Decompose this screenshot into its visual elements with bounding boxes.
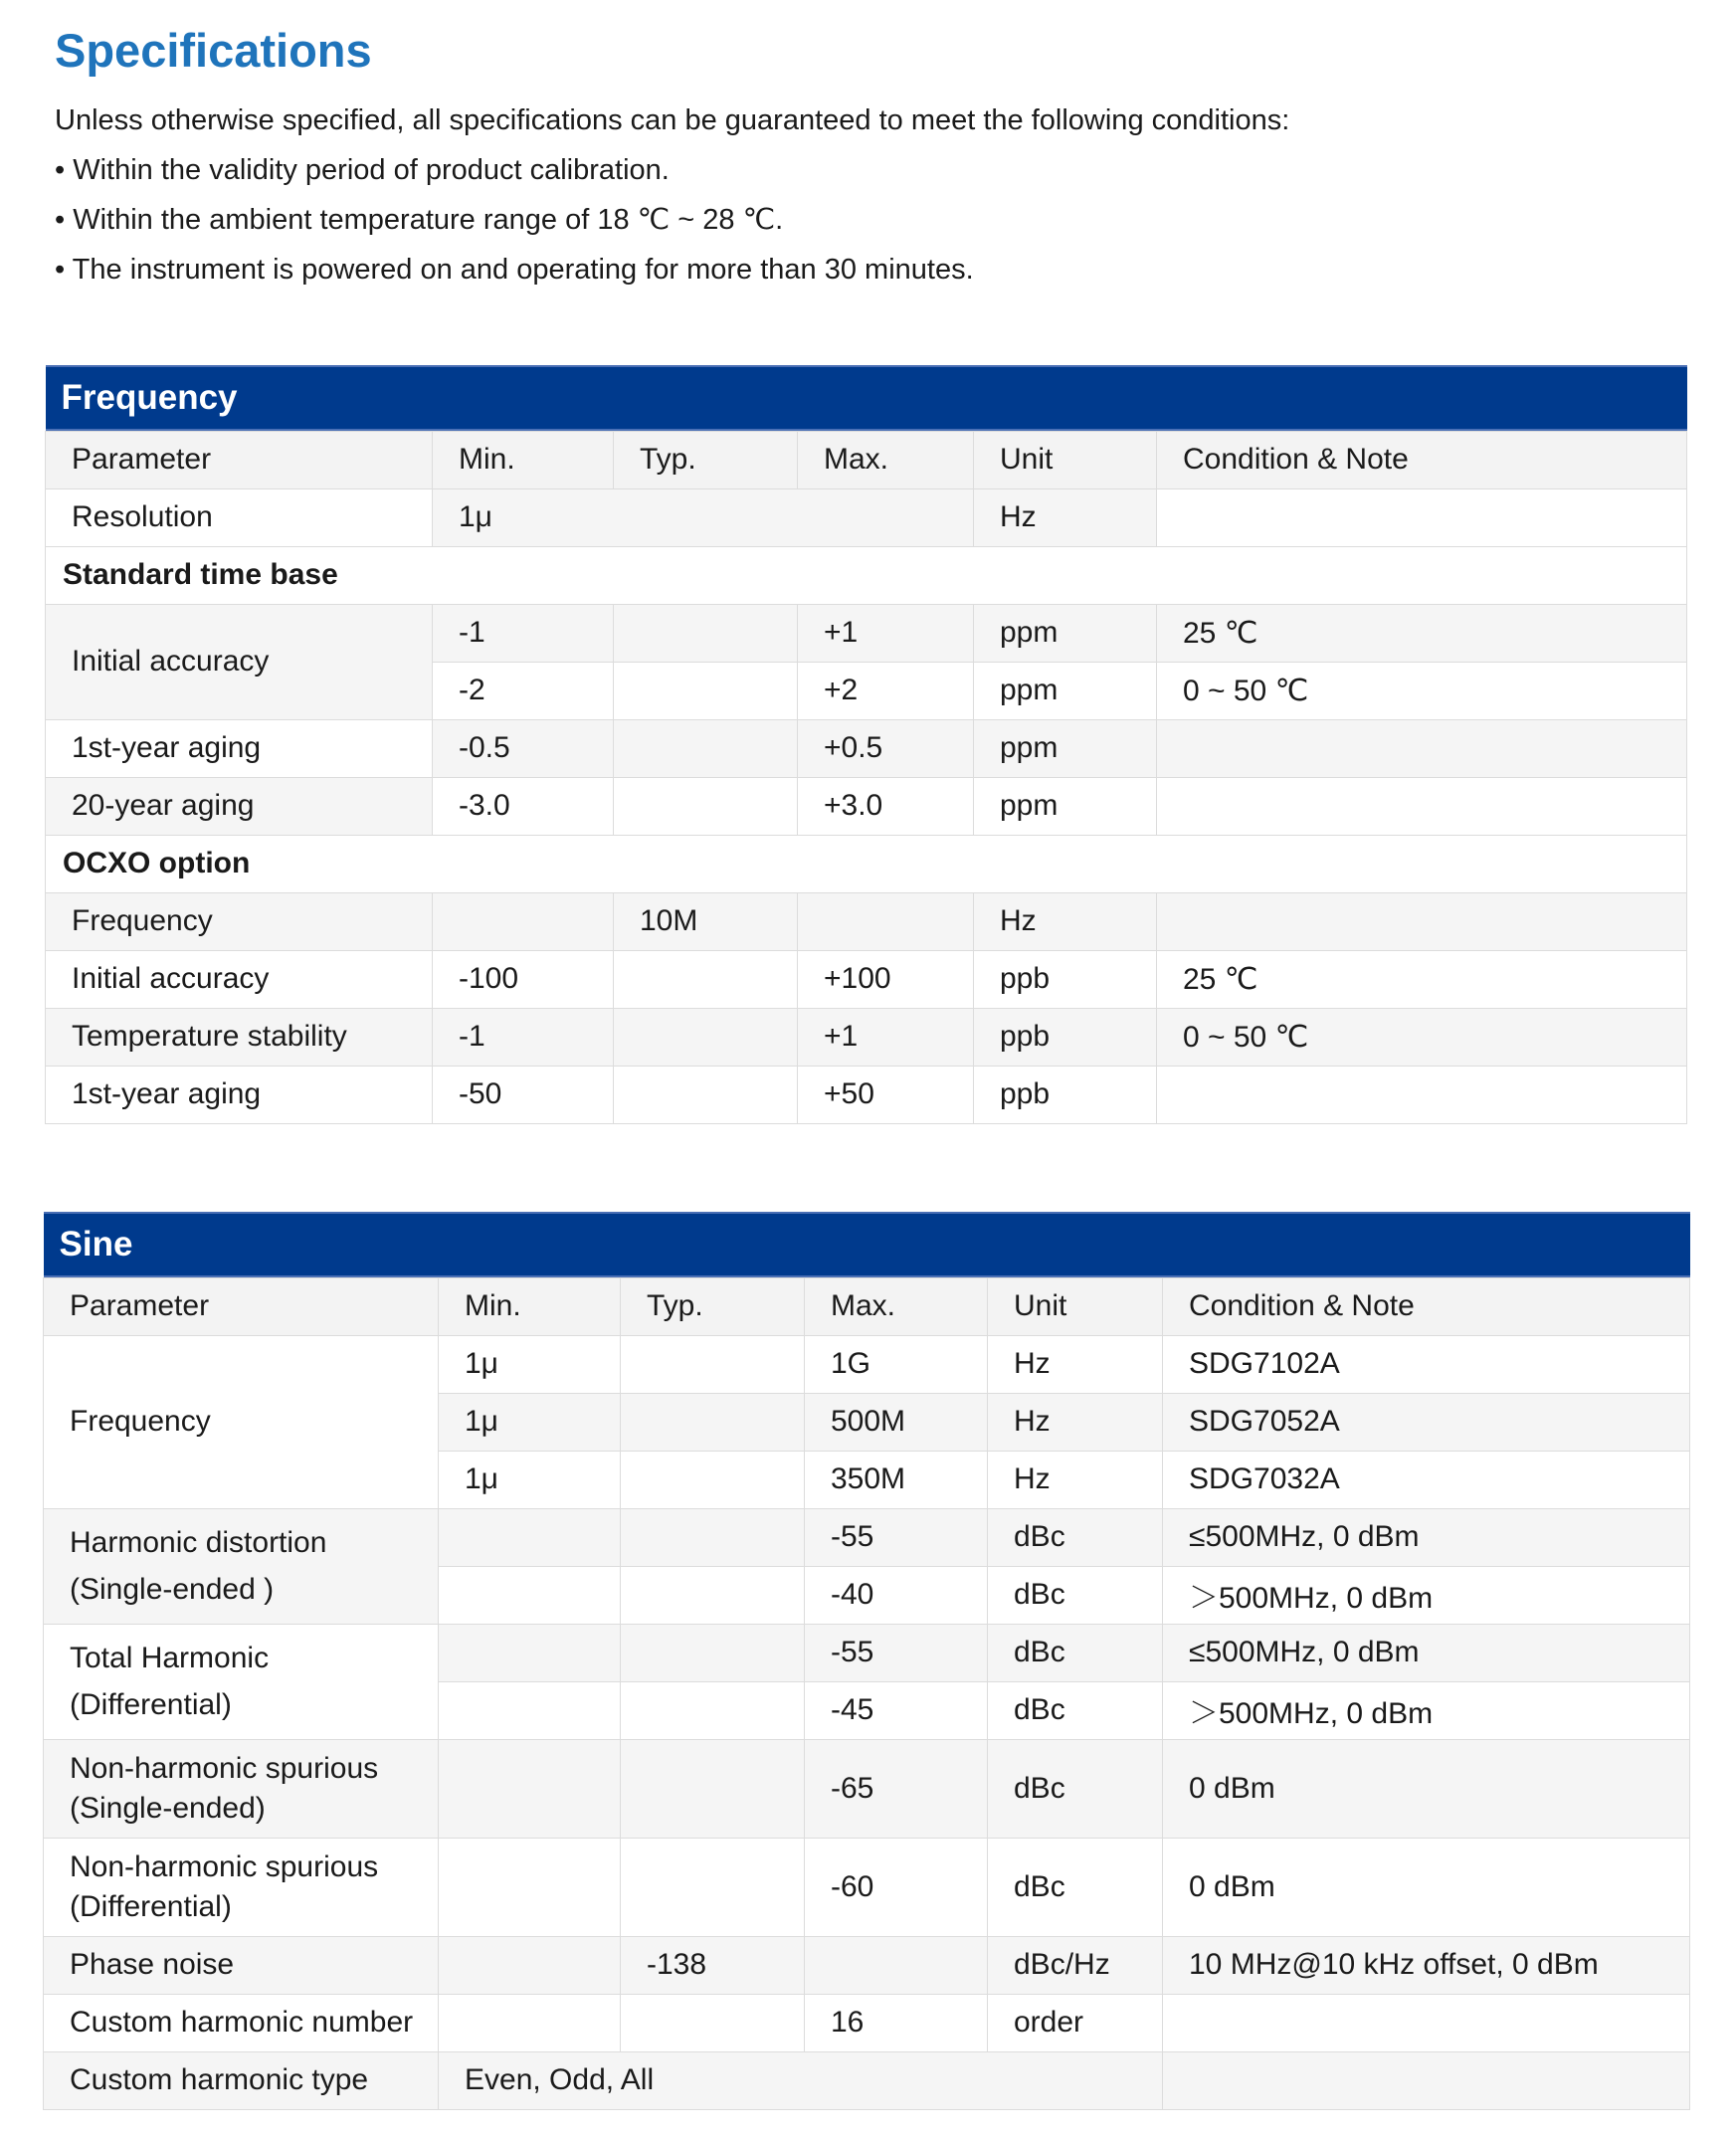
min-cell — [439, 1624, 621, 1681]
max-cell: -65 — [805, 1739, 988, 1838]
note-cell: SDG7102A — [1163, 1335, 1690, 1393]
group-label: OCXO option — [46, 835, 1687, 892]
table-row — [46, 892, 1687, 950]
intro-text: Unless otherwise specified, all specifications can be guaranteed to meet the following conditions: — [55, 104, 1290, 136]
frequency-table — [45, 365, 1687, 1124]
typ-cell — [621, 1838, 805, 1936]
value-cell: 1μ — [433, 488, 974, 546]
typ-cell — [614, 777, 798, 835]
param-line: Total Harmonic — [70, 1642, 270, 1674]
param-cell: Custom harmonic type — [44, 2051, 439, 2109]
header-parameter: Parameter — [44, 1277, 439, 1335]
unit-cell: dBc — [988, 1681, 1163, 1739]
typ-cell — [614, 719, 798, 777]
unit-cell: Hz — [974, 488, 1157, 546]
header-note: Condition & Note — [1163, 1277, 1690, 1335]
min-cell: -2 — [433, 662, 614, 719]
note-cell — [1163, 1994, 1690, 2051]
group-label: Standard time base — [46, 546, 1687, 604]
param-cell: Custom harmonic number — [44, 1994, 439, 2051]
param-cell: Frequency — [44, 1335, 439, 1508]
note-cell — [1157, 777, 1687, 835]
table-row — [46, 1066, 1687, 1123]
max-cell: -45 — [805, 1681, 988, 1739]
param-cell: Temperature stability — [46, 1008, 433, 1066]
min-cell — [439, 1739, 621, 1838]
table-header-row — [44, 1277, 1690, 1335]
note-cell — [1163, 2051, 1690, 2109]
param-line: (Single-ended ) — [70, 1573, 275, 1606]
header-max: Max. — [805, 1277, 988, 1335]
param-cell — [44, 1624, 439, 1739]
max-cell — [805, 1936, 988, 1994]
param-cell — [44, 1838, 439, 1936]
min-cell — [439, 1936, 621, 1994]
table-row — [46, 950, 1687, 1008]
typ-cell — [621, 1451, 805, 1508]
header-min: Min. — [439, 1277, 621, 1335]
header-typ: Typ. — [614, 431, 798, 488]
header-note: Condition & Note — [1157, 431, 1687, 488]
typ-cell — [614, 1066, 798, 1123]
table-row — [44, 1739, 1690, 1838]
header-unit: Unit — [988, 1277, 1163, 1335]
min-cell: 1μ — [439, 1451, 621, 1508]
min-cell — [439, 1994, 621, 2051]
param-cell: Frequency — [46, 892, 433, 950]
header-min: Min. — [433, 431, 614, 488]
table-row — [44, 1936, 1690, 1994]
note-cell: SDG7032A — [1163, 1451, 1690, 1508]
min-cell: -0.5 — [433, 719, 614, 777]
typ-cell — [621, 1508, 805, 1566]
table-row — [46, 719, 1687, 777]
intro-block — [55, 96, 1289, 294]
sine-table — [43, 1212, 1690, 2110]
unit-cell: dBc/Hz — [988, 1936, 1163, 1994]
table-row — [44, 1624, 1690, 1681]
max-cell: -40 — [805, 1566, 988, 1624]
table-row — [46, 1008, 1687, 1066]
max-cell: +1 — [798, 604, 974, 662]
max-cell: +50 — [798, 1066, 974, 1123]
frequency-section-title: Frequency — [46, 365, 1687, 431]
typ-cell — [621, 1681, 805, 1739]
header-max: Max. — [798, 431, 974, 488]
note-cell: 0 ~ 50 ℃ — [1157, 662, 1687, 719]
typ-cell — [621, 1624, 805, 1681]
max-cell: 1G — [805, 1335, 988, 1393]
typ-cell — [621, 1393, 805, 1451]
param-cell: Resolution — [46, 488, 433, 546]
max-cell: 500M — [805, 1393, 988, 1451]
unit-cell: dBc — [988, 1739, 1163, 1838]
note-cell: ≤500MHz, 0 dBm — [1163, 1624, 1690, 1681]
note-cell: ＞500MHz, 0 dBm — [1163, 1566, 1690, 1624]
min-cell — [433, 892, 614, 950]
note-cell: 0 dBm — [1163, 1838, 1690, 1936]
unit-cell: ppm — [974, 604, 1157, 662]
unit-cell: ppb — [974, 1066, 1157, 1123]
max-cell: 350M — [805, 1451, 988, 1508]
table-row — [44, 1838, 1690, 1936]
min-cell — [439, 1508, 621, 1566]
header-typ: Typ. — [621, 1277, 805, 1335]
header-unit: Unit — [974, 431, 1157, 488]
sine-title-row — [44, 1212, 1690, 1277]
unit-cell: ppb — [974, 1008, 1157, 1066]
table-row — [44, 2051, 1690, 2109]
frequency-title-row — [46, 365, 1687, 431]
unit-cell: ppm — [974, 719, 1157, 777]
typ-cell — [614, 950, 798, 1008]
param-cell — [44, 1739, 439, 1838]
max-cell: -55 — [805, 1624, 988, 1681]
param-line: Harmonic distortion — [70, 1526, 327, 1559]
max-cell: 16 — [805, 1994, 988, 2051]
condition-item: • Within the ambient temperature range of 18 ℃ ~ 28 ℃. — [55, 204, 784, 236]
unit-cell: ppm — [974, 777, 1157, 835]
min-cell — [439, 1566, 621, 1624]
param-cell: 20-year aging — [46, 777, 433, 835]
min-cell: 1μ — [439, 1393, 621, 1451]
param-cell: Initial accuracy — [46, 950, 433, 1008]
group-row — [46, 835, 1687, 892]
param-line: (Single-ended) — [70, 1791, 266, 1825]
min-cell: -50 — [433, 1066, 614, 1123]
typ-cell — [614, 1008, 798, 1066]
max-cell: +100 — [798, 950, 974, 1008]
note-cell: 25 ℃ — [1157, 950, 1687, 1008]
unit-cell: ppm — [974, 662, 1157, 719]
note-cell: 10 MHz@10 kHz offset, 0 dBm — [1163, 1936, 1690, 1994]
condition-item: • The instrument is powered on and operating for more than 30 minutes. — [55, 254, 974, 286]
max-cell: -55 — [805, 1508, 988, 1566]
unit-cell: dBc — [988, 1624, 1163, 1681]
unit-cell: Hz — [974, 892, 1157, 950]
note-cell — [1157, 892, 1687, 950]
max-cell: +2 — [798, 662, 974, 719]
note-cell — [1157, 719, 1687, 777]
min-cell — [439, 1838, 621, 1936]
table-row — [46, 777, 1687, 835]
min-cell — [439, 1681, 621, 1739]
header-parameter: Parameter — [46, 431, 433, 488]
max-cell: -60 — [805, 1838, 988, 1936]
unit-cell: order — [988, 1994, 1163, 2051]
unit-cell: Hz — [988, 1335, 1163, 1393]
note-cell: 0 dBm — [1163, 1739, 1690, 1838]
note-cell — [1157, 1066, 1687, 1123]
table-row — [44, 1335, 1690, 1393]
typ-cell — [614, 604, 798, 662]
typ-cell: 10M — [614, 892, 798, 950]
unit-cell: dBc — [988, 1838, 1163, 1936]
table-row — [44, 1508, 1690, 1566]
note-cell: ＞500MHz, 0 dBm — [1163, 1681, 1690, 1739]
unit-cell: Hz — [988, 1451, 1163, 1508]
max-cell: +1 — [798, 1008, 974, 1066]
unit-cell: ppb — [974, 950, 1157, 1008]
typ-cell — [621, 1335, 805, 1393]
param-cell: 1st-year aging — [46, 1066, 433, 1123]
param-line: Non-harmonic spurious — [70, 1751, 379, 1785]
condition-item: • Within the validity period of product calibration. — [55, 154, 670, 186]
max-cell: +0.5 — [798, 719, 974, 777]
param-cell — [44, 1508, 439, 1624]
min-cell: -3.0 — [433, 777, 614, 835]
param-cell: Phase noise — [44, 1936, 439, 1994]
typ-cell — [621, 1994, 805, 2051]
value-cell: Even, Odd, All — [439, 2051, 1163, 2109]
typ-cell — [621, 1739, 805, 1838]
min-cell: -1 — [433, 1008, 614, 1066]
note-cell: SDG7052A — [1163, 1393, 1690, 1451]
table-row — [46, 604, 1687, 662]
unit-cell: Hz — [988, 1393, 1163, 1451]
note-cell: ≤500MHz, 0 dBm — [1163, 1508, 1690, 1566]
table-row — [46, 488, 1687, 546]
sine-section-title: Sine — [44, 1212, 1690, 1277]
param-line: Non-harmonic spurious — [70, 1849, 379, 1883]
note-cell: 0 ~ 50 ℃ — [1157, 1008, 1687, 1066]
group-row — [46, 546, 1687, 604]
typ-cell — [614, 662, 798, 719]
max-cell: +3.0 — [798, 777, 974, 835]
typ-cell — [621, 1566, 805, 1624]
min-cell: 1μ — [439, 1335, 621, 1393]
page-title: Specifications — [55, 24, 372, 77]
typ-cell: -138 — [621, 1936, 805, 1994]
note-cell: 25 ℃ — [1157, 604, 1687, 662]
table-row — [44, 1994, 1690, 2051]
param-cell: Initial accuracy — [46, 604, 433, 719]
note-cell — [1157, 488, 1687, 546]
unit-cell: dBc — [988, 1508, 1163, 1566]
min-cell: -1 — [433, 604, 614, 662]
max-cell — [798, 892, 974, 950]
table-header-row — [46, 431, 1687, 488]
param-cell: 1st-year aging — [46, 719, 433, 777]
min-cell: -100 — [433, 950, 614, 1008]
unit-cell: dBc — [988, 1566, 1163, 1624]
param-line: (Differential) — [70, 1688, 232, 1721]
param-line: (Differential) — [70, 1889, 232, 1923]
